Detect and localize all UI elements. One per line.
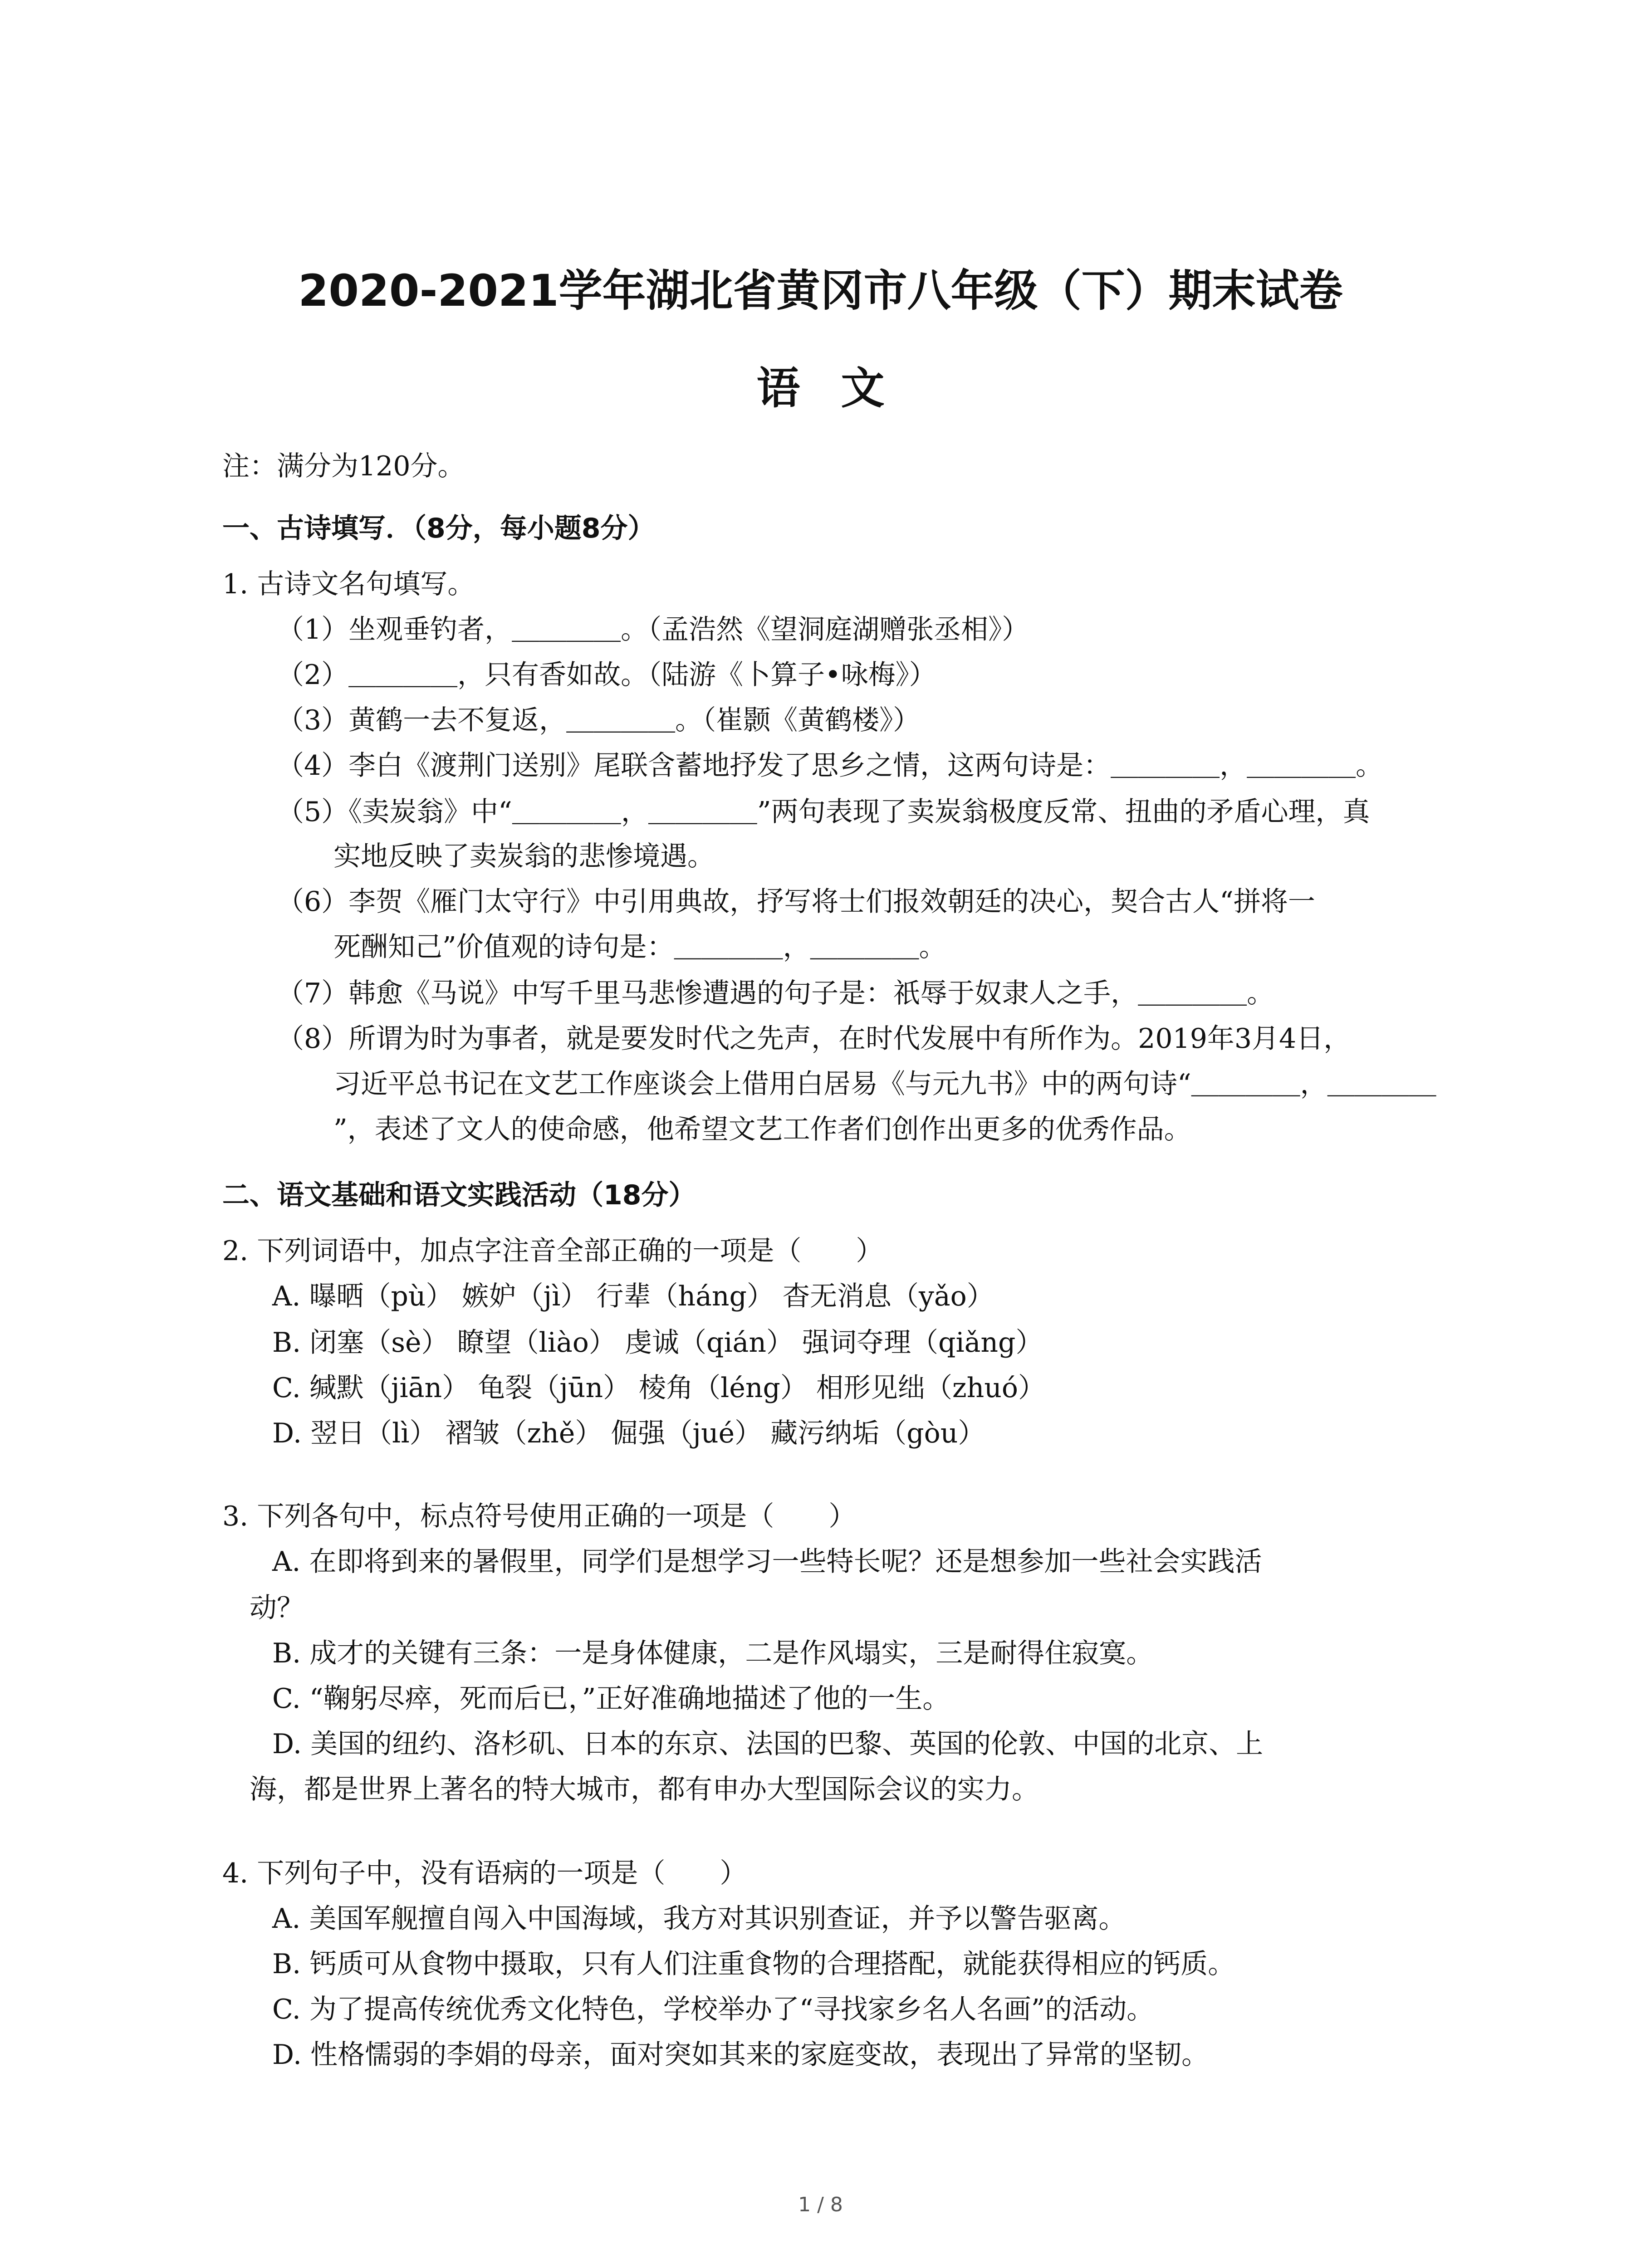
question-4-option: D. 性格懦弱的李娟的母亲，面对突如其来的家庭变故，表现出了异常的坚韧。 xyxy=(272,2039,1209,2071)
question-3-option: D. 美国的纽约、洛杉矶、日本的东京、法国的巴黎、英国的伦敦、中国的北京、上 xyxy=(272,1728,1264,1760)
question-2-option: B. 闭塞（sè） 瞭望（liào） 虔诚（qián） 强词夺理（qiǎng） xyxy=(272,1327,1043,1359)
question-1-item-continued: ”，表述了文人的使命感，他希望文艺工作者们创作出更多的优秀作品。 xyxy=(333,1114,1191,1145)
question-1-stem: 1. 古诗文名句填写。 xyxy=(222,568,475,600)
question-4-option: B. 钙质可从食物中摄取，只有人们注重食物的合理搭配，就能获得相应的钙质。 xyxy=(272,1948,1235,1980)
question-3-stem: 3. 下列各句中，标点符号使用正确的一项是（ ） xyxy=(222,1501,856,1532)
question-1-item: （7）韩愈《马说》中写千里马悲惨遭遇的句子是：祇辱于奴隶人之手，＿＿＿＿。 xyxy=(277,978,1274,1009)
question-3-option: A. 在即将到来的暑假里，同学们是想学习一些特长呢？还是想参加一些社会实践活 xyxy=(272,1546,1262,1578)
question-1-item: （5）《卖炭翁》中“＿＿＿＿，＿＿＿＿”两句表现了卖炭翁极度反常、扭曲的矛盾心理，真 xyxy=(277,796,1370,828)
question-2-option: C. 缄默（jiān） 龟裂（jūn） 棱角（léng） 相形见绌（zhuó） xyxy=(272,1372,1045,1404)
question-3-option: C. “鞠躬尽瘁，死而后已，”正好准确地描述了他的一生。 xyxy=(272,1683,950,1715)
question-2-option: D. 翌日（lì） 褶皱（zhě） 倔强（jué） 藏污纳垢（gòu） xyxy=(272,1418,985,1449)
question-2-stem: 2. 下列词语中，加点字注音全部正确的一项是（ ） xyxy=(222,1235,883,1267)
question-1-item: （2）＿＿＿＿，只有香如故。（陆游《卜算子•咏梅》） xyxy=(277,659,936,691)
question-4-option: A. 美国军舰擅自闯入中国海域，我方对其识别查证，并予以警告驱离。 xyxy=(272,1903,1126,1935)
score-note: 注：满分为120分。 xyxy=(222,450,465,482)
question-1-item: （8）所谓为时为事者，就是要发时代之先声，在时代发展中有所作为。2019年3月4日， xyxy=(277,1023,1351,1055)
question-1-item: （4）李白《渡荆门送别》尾联含蓄地抒发了思乡之情，这两句诗是：＿＿＿＿，＿＿＿＿。 xyxy=(277,750,1383,782)
question-3-option-continued: 动？ xyxy=(250,1592,304,1624)
exam-title: 2020-2021学年湖北省黄冈市八年级（下）期末试卷 xyxy=(298,265,1343,316)
question-1-item-continued: 习近平总书记在文艺工作座谈会上借用白居易《与元九书》中的两句诗“＿＿＿＿，＿＿＿＿ xyxy=(333,1068,1436,1100)
question-1-item-continued: 实地反映了卖炭翁的悲惨境遇。 xyxy=(333,841,715,872)
question-3-option: B. 成才的关键有三条：一是身体健康，二是作风塌实，三是耐得住寂寞。 xyxy=(272,1637,1154,1669)
section-2-title: 二、语文基础和语文实践活动（18分） xyxy=(222,1179,696,1211)
question-3-option-continued: 海，都是世界上著名的特大城市，都有申办大型国际会议的实力。 xyxy=(250,1774,1039,1805)
question-4-option: C. 为了提高传统优秀文化特色，学校举办了“寻找家乡名人名画”的活动。 xyxy=(272,1994,1154,2025)
section-1-title: 一、古诗填写．（8分，每小题8分） xyxy=(222,513,655,544)
question-1-item: （1）坐观垂钓者，＿＿＿＿。（孟浩然《望洞庭湖赠张丞相》） xyxy=(277,614,1029,645)
question-1-item: （3）黄鹤一去不复返，＿＿＿＿。（崔颢《黄鹤楼》） xyxy=(277,704,921,736)
question-2-option: A. 曝晒（pù） 嫉妒（jì） 行辈（háng） 杳无消息（yǎo） xyxy=(272,1281,994,1312)
question-1-item-continued: 死酬知己”价值观的诗句是：＿＿＿＿，＿＿＿＿。 xyxy=(333,931,946,963)
subject-title: 语文 xyxy=(756,363,926,414)
question-4-stem: 4. 下列句子中，没有语病的一项是（ ） xyxy=(222,1857,747,1889)
question-1-item: （6）李贺《雁门太守行》中引用典故，抒写将士们报效朝廷的决心，契合古人“拼将一 xyxy=(277,886,1315,918)
page-number: 1 / 8 xyxy=(798,2193,843,2216)
